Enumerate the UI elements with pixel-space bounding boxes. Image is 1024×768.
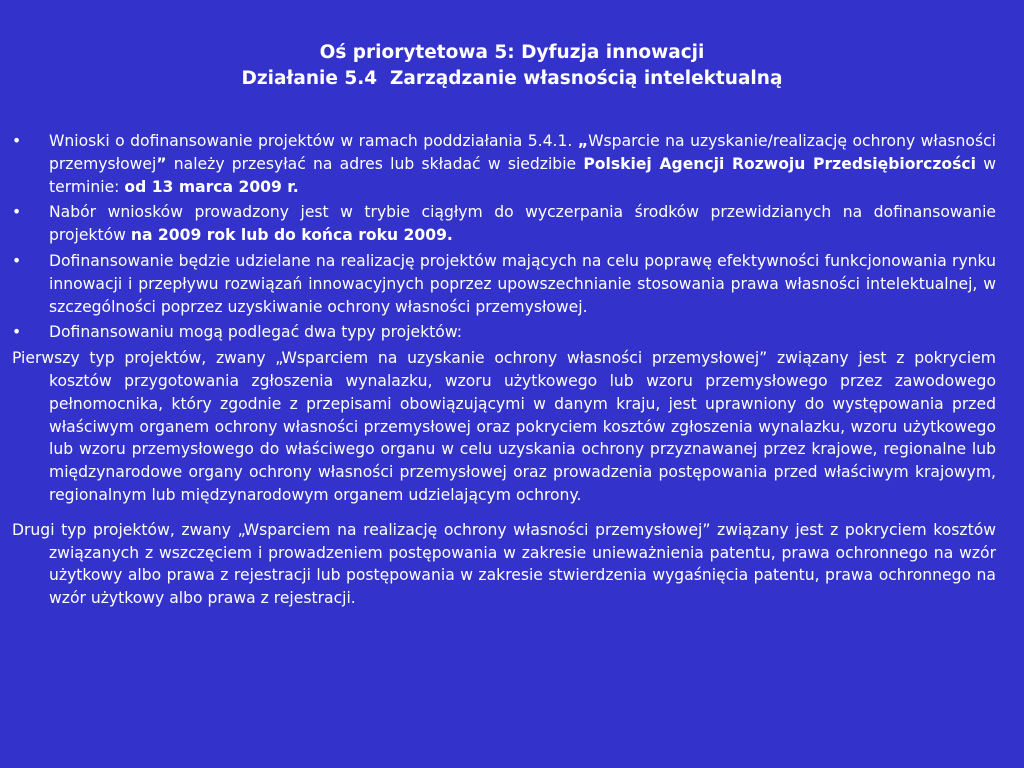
bullet-item-1 [12, 130, 996, 198]
bullet-text: w terminie: [49, 154, 996, 196]
bullet-dot: • [12, 203, 22, 222]
project-type-2-paragraph: Drugi typ projektów, zwany „Wsparciem na realizację ochrony własności przemysłowej” związany jest z pokryciem kosztów związanych z wszczęciem i prowadzeniem postępowania w zakresie unieważnienia patentu, prawa ochronnego na wzór użytkowy albo prawa z rejestracji lub postępowania w zakresie stwierdzenia wygaśnięcia patentu, prawa ochronnego na wzór użytkowy albo prawa z rejestracji. [12, 520, 996, 608]
bullet-item-3 [12, 250, 996, 318]
bullet-dot: • [12, 251, 22, 270]
bullet-text: Wsparcie na uzyskanie/realizację ochrony własności przemysłowej [49, 132, 996, 173]
project-type-1-paragraph: Pierwszy typ projektów, zwany „Wsparciem na uzyskanie ochrony własności przemysłowej” związany jest z pokryciem kosztów przygotowania zgłoszenia wynalazku, wzoru użytkowego lub wzoru przemysłowego przez zawodowego pełnomocnika, który zgodnie z przepisami obowiązującymi w danym kraju, jest uprawniony do występowania przed właściwym organem ochrony własności przemysłowej oraz pokryciem kosztów zgłoszenia wynalazku, wzoru użytkowego lub wzoru przemysłowego do właściwego organu w celu uzyskania ochrony przyznawanej przez krajowe, regionalne lub międzynarodowe organy ochrony własności przemysłowej oraz prowadzenia postępowania przed właściwym krajowym, regionalnym lub międzynarodowym organem udzielającym ochrony. [12, 349, 996, 504]
bullet-text: Dofinansowanie będzie udzielane na realizację projektów mających na celu poprawę efektywności funkcjonowania rynku innowacji i przepływu rozwiązań innowacyjnych poprzez upowszechnianie stosowania prawa własności intelektualnej, w szczególności poprzez uzyskiwanie ochrony własności przemysłowej. [49, 251, 996, 316]
funding-period: na 2009 rok lub do końca roku 2009. [130, 226, 453, 245]
bullet-dot: • [12, 132, 22, 150]
bullet-text: Nabór wniosków prowadzony jest w trybie ciągłym do wyczerpania środków przewidzianych na dofinansowanie projektów [49, 203, 996, 245]
bullet-text: Wnioski o dofinansowanie projektów w ramach poddziałania 5.4.1. [49, 132, 578, 150]
slide-title [0, 40, 1024, 92]
bullet-item-2 [12, 201, 996, 247]
bullet-text: należy przesyłać na adres lub składać w siedzibie [166, 154, 584, 173]
deadline-date: od 13 marca 2009 r. [124, 177, 299, 196]
bullet-bold-text: ” [156, 154, 167, 173]
bullet-text: Dofinansowaniu mogą podlegać dwa typy projektów: [49, 323, 462, 342]
title-line-2: Działanie 5.4 Zarządzanie własnością intelektualną [241, 68, 783, 89]
bullet-dot: • [12, 323, 22, 342]
agency-name: Polskiej Agencji Rozwoju Przedsiębiorczości [583, 154, 977, 173]
title-line-1: Oś priorytetowa 5: Dyfuzja innowacji [319, 42, 705, 63]
slide-content [12, 130, 996, 610]
bullet-bold-text: „ [577, 132, 589, 150]
bullet-item-4 [12, 321, 996, 344]
